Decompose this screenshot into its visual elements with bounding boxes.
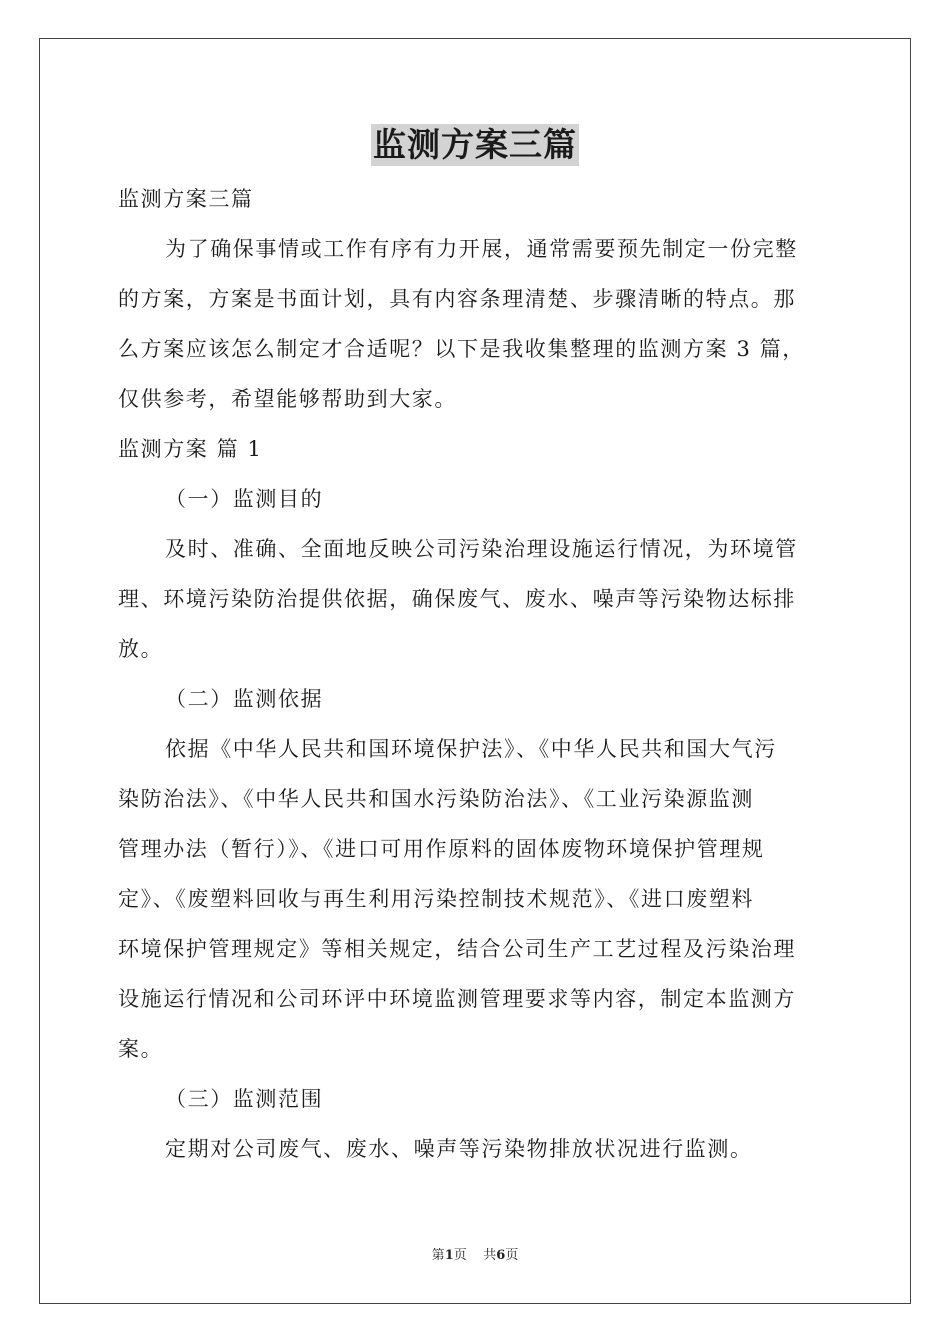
intro-line-2: 的方案，方案是书面计划，具有内容条理清楚、步骤清晰的特点。那 — [118, 287, 796, 311]
footer-suffix: 页 — [505, 1248, 519, 1263]
page-footer — [0, 1247, 950, 1265]
footer-prefix: 第 — [431, 1248, 445, 1263]
section-heading: （二）监测依据 — [165, 687, 324, 711]
subtitle: 监测方案三篇 — [118, 187, 254, 211]
section-line: 及时、准确、全面地反映公司污染治理设施运行情况，为环境管 — [165, 537, 798, 561]
page-frame — [39, 38, 911, 1304]
section-heading: （一）监测目的 — [165, 487, 324, 511]
intro-line-3: 么方案应该怎么制定才合适呢？以下是我收集整理的监测方案 3 篇， — [118, 337, 805, 361]
intro-line-4: 仅供参考，希望能够帮助到大家。 — [118, 387, 457, 411]
part-heading: 监测方案 篇 1 — [118, 437, 263, 461]
section-line: 环境保护管理规定》等相关规定，结合公司生产工艺过程及污染治理 — [118, 937, 796, 961]
section-line: 理、环境污染防治提供依据，确保废气、废水、噪声等污染物达标排 — [118, 587, 796, 611]
section-line: 放。 — [118, 637, 164, 661]
section-line: 依据《中华人民共和国环境保护法》、《中华人民共和国大气污 — [165, 737, 777, 761]
section-line: 设施运行情况和公司环评中环境监测管理要求等内容，制定本监测方 — [118, 987, 796, 1011]
document-title: 监测方案三篇 — [373, 125, 577, 164]
section-line: 管理办法（暂行）》、《进口可用作原料的固体废物环境保护管理规 — [118, 837, 765, 861]
title-wrap — [0, 124, 950, 166]
section-line: 染防治法》、《中华人民共和国水污染防治法》、《工业污染源监测 — [118, 787, 754, 811]
section-line: 定》、《废塑料回收与再生利用污染控制技术规范》、《进口废塑料 — [118, 887, 754, 911]
intro-line-1: 为了确保事情或工作有序有力开展，通常需要预先制定一份完整 — [165, 237, 798, 261]
footer-total-pages: 6 — [496, 1248, 506, 1263]
footer-current-page: 1 — [444, 1248, 454, 1263]
section-heading: （三）监测范围 — [165, 1087, 324, 1111]
section-line: 定期对公司废气、废水、噪声等污染物排放状况进行监测。 — [165, 1137, 753, 1161]
section-line: 案。 — [118, 1037, 164, 1061]
footer-mid: 页 共 — [453, 1248, 497, 1263]
